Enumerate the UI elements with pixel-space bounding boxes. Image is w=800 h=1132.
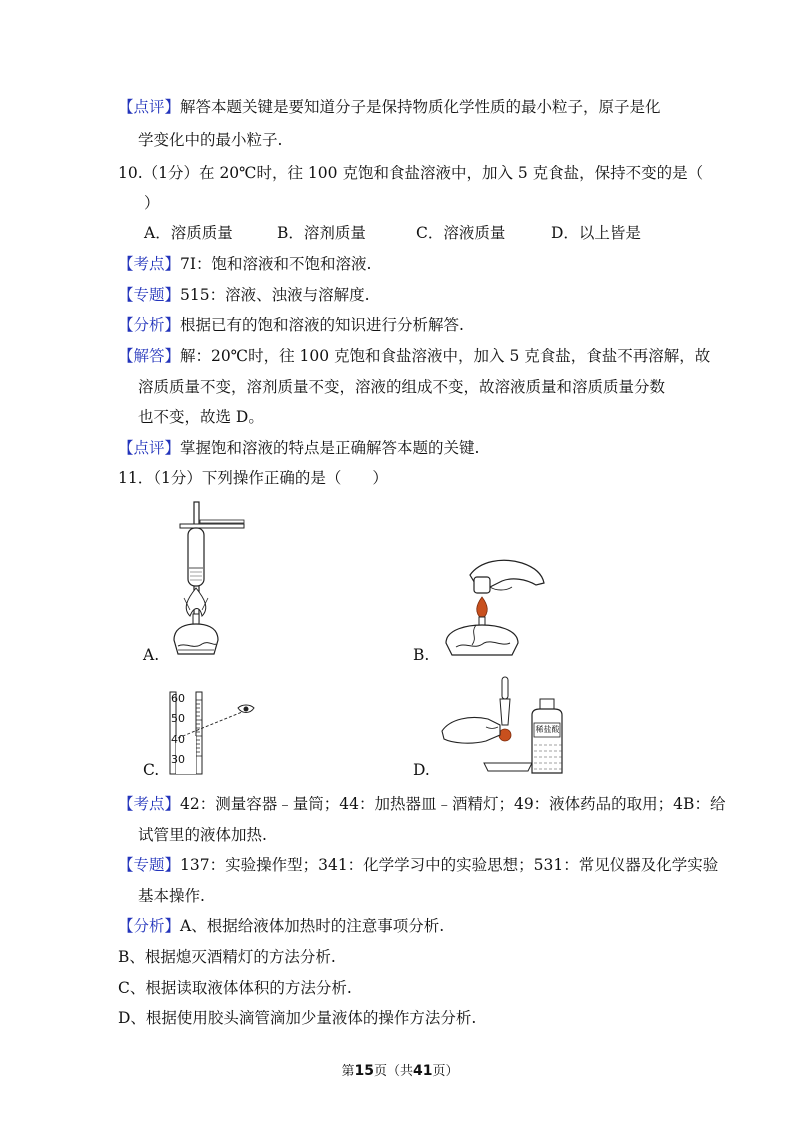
- tag-label: 【专题】: [118, 856, 181, 874]
- text-line: 【专题】137：实验操作型；341：化学学习中的实验思想；531：常见仪器及化学实验: [118, 856, 719, 874]
- figure-d-dropper-bottle: [440, 675, 580, 780]
- text-line: 【考点】42：测量容器﹣量筒；44：加热器皿﹣酒精灯；49：液体药品的取用；4B：给: [118, 795, 726, 813]
- figure-b-label: B.: [413, 646, 430, 664]
- option-c: C．溶液质量: [416, 224, 506, 242]
- tag-label: 【考点】: [118, 795, 181, 813]
- option-d: D．以上皆是: [551, 224, 641, 242]
- figure-a-heating-test-tube: [170, 498, 250, 663]
- tag-label: 【解答】: [118, 347, 181, 365]
- figure-c-label: C.: [143, 761, 160, 779]
- text-line: 【解答】解：20℃时，往 100 克饱和食盐溶液中，加入 5 克食盐，食盐不再溶解，故: [118, 347, 711, 365]
- text-line: 【分析】A、根据给液体加热时的注意事项分析.: [118, 917, 445, 935]
- page-number: 15: [354, 1063, 374, 1079]
- text-line: 【专题】515：溶液、浊液与溶解度.: [118, 286, 370, 304]
- cylinder-tick-60: 60: [171, 692, 185, 705]
- bottle-label: 稀盐酸: [535, 725, 560, 734]
- option-a: A．溶质质量: [144, 224, 233, 242]
- tag-label: 【分析】: [118, 917, 181, 935]
- text-line: 【点评】掌握饱和溶液的特点是正确解答本题的关键.: [118, 439, 480, 457]
- text-line: D、根据使用胶头滴管滴加少量液体的操作方法分析.: [118, 1009, 477, 1027]
- question-10: 10.（1分）在 20℃时，往 100 克饱和食盐溶液中，加入 5 克食盐，保持不变的是（: [118, 164, 704, 182]
- tag-label: 【分析】: [118, 316, 181, 334]
- text-line: 【点评】解答本题关键是要知道分子是保持物质化学性质的最小粒子，原子是化: [118, 98, 661, 116]
- text-line: 溶质质量不变，溶剂质量不变，溶液的组成不变，故溶液质量和溶质质量分数: [138, 378, 666, 396]
- text-line: 试管里的液体加热.: [138, 826, 267, 844]
- tag-label: 【点评】: [118, 98, 181, 116]
- cylinder-tick-50: 50: [171, 712, 185, 725]
- option-b: B．溶剂质量: [277, 224, 366, 242]
- page-total: 41: [413, 1063, 433, 1079]
- tag-label: 【考点】: [118, 255, 181, 273]
- text-line: 学变化中的最小粒子.: [138, 131, 283, 149]
- text-line: 也不变，故选 D。: [138, 408, 264, 426]
- question-11: 11．（1分）下列操作正确的是（ ）: [118, 469, 388, 487]
- text-line: 【分析】根据已有的饱和溶液的知识进行分析解答.: [118, 316, 464, 334]
- figure-b-lamp-cap: [440, 555, 550, 665]
- figure-c-graduated-cylinder: [168, 690, 268, 778]
- text-line: 基本操作.: [138, 887, 205, 905]
- cylinder-tick-40: 40: [171, 733, 185, 746]
- tag-label: 【专题】: [118, 286, 181, 304]
- page-footer: 第15页（共41页）: [341, 1063, 459, 1079]
- text-line: ）: [144, 194, 160, 212]
- figure-d-label: D.: [413, 761, 430, 779]
- text-line: C、根据读取液体体积的方法分析.: [118, 979, 352, 997]
- text-line: B、根据熄灭酒精灯的方法分析.: [118, 948, 336, 966]
- figure-a-label: A.: [143, 646, 160, 664]
- text-line: 【考点】7I：饱和溶液和不饱和溶液.: [118, 255, 372, 273]
- cylinder-tick-30: 30: [171, 753, 185, 766]
- tag-label: 【点评】: [118, 439, 181, 457]
